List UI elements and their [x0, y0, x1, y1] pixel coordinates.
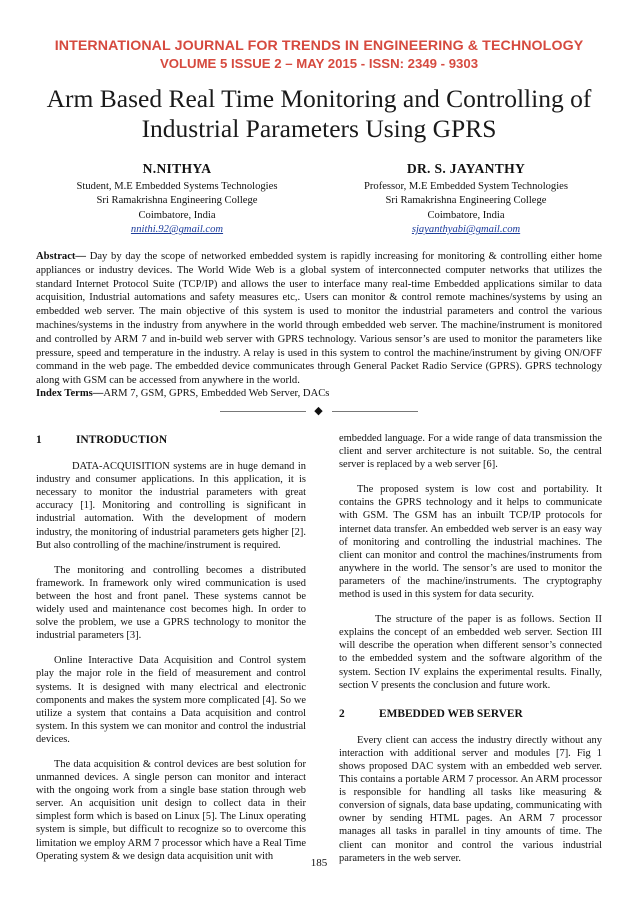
paragraph: embedded language. For a wide range of data transmission the client and server architecture is not suitable. So, the central server is replaced by a web server [6].: [339, 433, 602, 471]
paragraph: The monitoring and controlling becomes a distributed framework. In framework only wired communication is used between the host and front panel. These systems cannot be widely used and maintenance cost becomes high. In order to solve the problem, we use a GPRS technology to monitor the industrial parameters [3].: [36, 564, 306, 642]
paragraph: Online Interactive Data Acquisition and Control system play the major role in the field of measurement and control systems. It is designed with many electrical and electronic components and makes the system more complicated [4]. So we utilize a system that contains a Data acquisition and control system. In this system we can monitor and control the industrial devices.: [36, 655, 306, 745]
section-heading-embedded-web-server: [339, 708, 602, 721]
paragraph: The structure of the paper is as follows. Section II explains the concept of an embedded web server. Section III will describe the operation when different sensor’s connected to the embedded system and the software algorithm of the system. Section IV explains the experimental results. Finally, section V presents the conclusion and future work.: [339, 614, 602, 691]
right-column: [339, 432, 602, 877]
section-title: EMBEDDED WEB SERVER: [379, 707, 523, 720]
author-email-link[interactable]: sjayanthyabi@gmail.com: [411, 224, 521, 236]
index-terms-label: Index Terms—: [36, 388, 104, 399]
author-affiliation: Sri Ramakrishna Engineering College: [385, 195, 547, 207]
abstract-label: Abstract—: [36, 251, 87, 262]
section-heading-introduction: [36, 434, 306, 447]
section-divider: [0, 404, 638, 418]
author-block-2: [320, 162, 612, 238]
page-number: 185: [310, 857, 328, 869]
paragraph: DATA-ACQUISITION systems are in huge demand in industry and consumer applications. In this application, it is necessary to monitor the industrial parameters with great accuracy [1]. Monitoring and controlling is significant in industrial automation. With the development of modern industry, the monitoring of industrial parameters gets higher [2]. But also controlling of the machine/instrument is required.: [36, 461, 306, 551]
author-affiliation: Sri Ramakrishna Engineering College: [96, 195, 258, 207]
section-title: INTRODUCTION: [76, 434, 168, 446]
author-name: N.NITHYA: [142, 161, 212, 176]
author-email-link[interactable]: nnithi.92@gmail.com: [130, 224, 224, 236]
author-location: Coimbatore, India: [427, 209, 505, 221]
section-number: 2: [339, 707, 345, 720]
author-location: Coimbatore, India: [138, 209, 216, 221]
paragraph: The proposed system is low cost and portability. It contains the GPRS technology and it helps to communicate with GSM. The GSM has an inbuilt TCP/IP protocols for internet data transfer. An embedded web server is an easy way of monitoring and controlling the industrial machines. The client can monitor and control the machines/instruments from anywhere in the world. The sensor’s are used to monitor the parameters of the machine/instruments. The cryptography method is used in this system for data security.: [339, 484, 602, 601]
diamond-icon: ◆: [314, 405, 323, 417]
divider-line-left: [220, 411, 306, 412]
author-block-1: [40, 162, 314, 238]
journal-issue: VOLUME 5 ISSUE 2 – MAY 2015 - ISSN: 2349 - 9303: [159, 56, 479, 71]
paragraph: Every client can access the industry directly without any interaction with additional server and modules [7]. Fig 1 shows proposed DAC system with an embedded web server. This contains a portable ARM 7 processor. An ARM processor is responsible for handling all tasks like measuring & conversion of signals, data base updating, communicating with owner by sending HTML pages. An ARM 7 processor manages all tasks in parallel in tiny amounts of time. The client can monitor and control the various industrial parameters in the web server.: [339, 734, 602, 864]
index-terms-text: ARM 7, GSM, GPRS, Embedded Web Server, DACs: [103, 388, 330, 399]
paper-title: Arm Based Real Time Monitoring and Controlling of Industrial Parameters Using GPRS: [46, 84, 592, 143]
divider-line-right: [332, 411, 418, 412]
author-position: Student, M.E Embedded Systems Technologies: [76, 180, 278, 192]
index-terms: [36, 388, 602, 399]
section-number: 1: [36, 434, 42, 446]
journal-name: INTERNATIONAL JOURNAL FOR TRENDS IN ENGINEERING & TECHNOLOGY: [54, 38, 584, 54]
abstract-text: Day by day the scope of networked embedded system is rapidly increasing for monitoring & controlling either home appliances or industry devices. The World Wide Web is a global system of interconnected computer networks that utilizes the standard Internet Protocol Suite (TCP/IP) and allows the user to interface many real-time Embedded applications similar to data acquisition, Industrial automations and safety measures etc,. Users can monitor & control remote machines/systems by using an embedded web server. The main objective of this system is used to monitor the industrial parameters and control the various machines/systems in the industry from anywhere in the world through embedded web server. The machine/instrument is monitored and controlled by ARM 7 and in-build web server with GPRS technology. Various sensor’s are used to monitor the parameters like pressure, speed and temperature in the industry. A relay is used in this system to control the machine/instrument by giving ON/OFF command in the web page. The embedded device communicates through General Packet Radio Service (GPRS). GPRS technology along with GSM can be accessed from anywhere in the world.: [36, 251, 602, 387]
author-name: DR. S. JAYANTHY: [406, 161, 526, 176]
author-position: Professor, M.E Embedded System Technologies: [363, 180, 568, 192]
paragraph: The data acquisition & control devices are best solution for unmanned devices. A single person can monitor and interact with the ongoing work from a single base station through web server. An acquisition unit design to collect data in their simplest form which is based on Linux [5]. The Linux operating system is simple, but difficult to recognize so to overcome this limitation we employ ARM 7 processor which have a Real Time Operating system & we design data acquisition unit with: [36, 758, 306, 862]
left-column: [36, 432, 306, 875]
abstract: [36, 250, 602, 388]
